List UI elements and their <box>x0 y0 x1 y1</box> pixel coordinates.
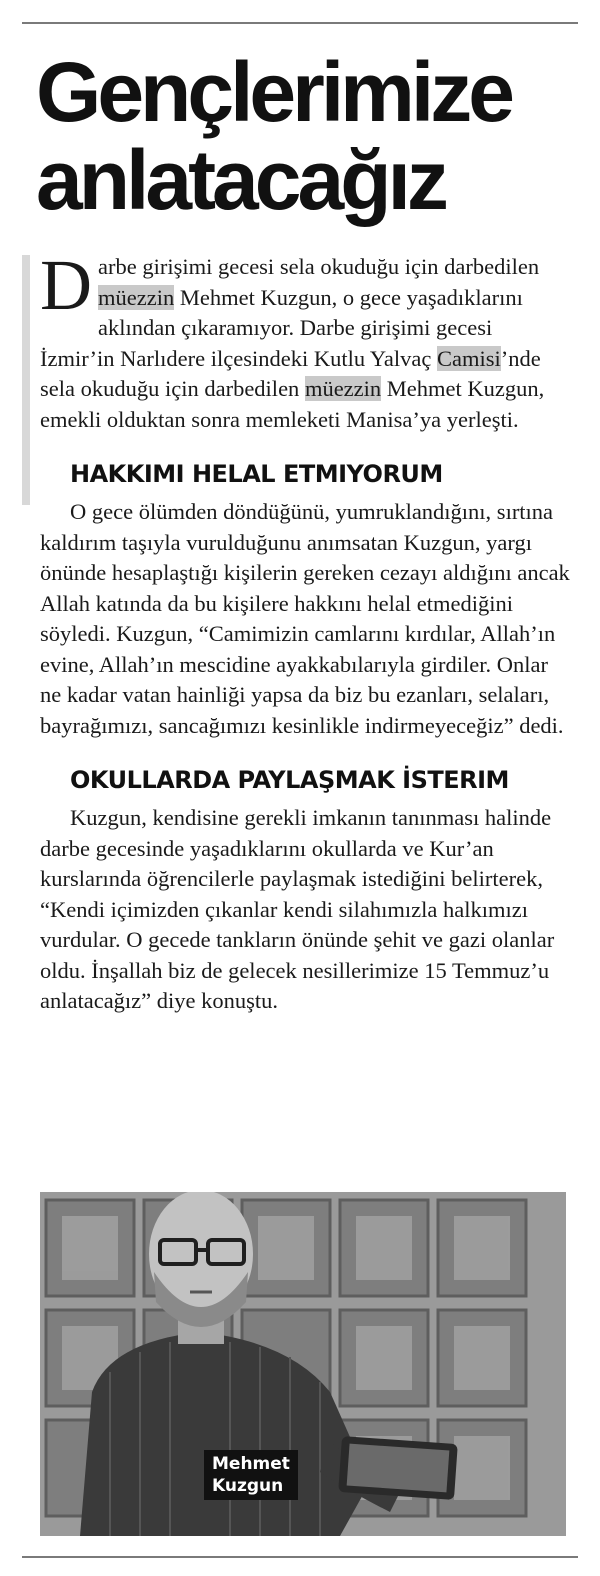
headline-line-2: anlatacağız <box>36 133 445 227</box>
top-rule <box>22 22 578 24</box>
lead-text-1: arbe girişimi gecesi sela okuduğu için darbedilen <box>98 254 540 279</box>
photo-illustration <box>40 1192 566 1536</box>
section-paragraph-1: O gece ölümden döndüğünü, yumruklandığını, sırtına kaldırım taşıyla vurulduğunu anımsatan Kuzgun, yargı önünde hesaplaştığı kişilerin gereken cezayı aldığını ancak Allah katında da bu kişilere hakkını helal etmediğini söyledi. Kuzgun, “Camimizin camlarını kırdılar, Allah’ın evine, Allah’ın mescidine ayakkabılarıyla girdiler. Onlar ne kadar vatan hainliği yapsa da biz bu ezanları, selaları, bayrağımızı, sancağımızı kesinlikle indirmeyeceğiz” dedi. <box>40 499 570 738</box>
caption-line-1: Mehmet <box>212 1454 290 1474</box>
margin-mark <box>22 255 30 505</box>
headline <box>36 45 576 227</box>
highlighted-term: müezzin <box>98 284 175 310</box>
lead-text-4: Mehmet Kuzgun, emekli olduktan sonra memleketi Manisa’ya yerleşti. <box>40 376 545 432</box>
highlighted-term: müezzin <box>304 376 382 401</box>
lead-text-3: ’nde sela okuduğu için darbedilen <box>40 345 541 401</box>
section-paragraph-2: Kuzgun, kendisine gerekli imkanın tanınması halinde darbe gecesinde yaşadıklarını okullarda ve Kur’an kurslarında öğrencilerle paylaşmak istediğini belirterek, “Kendi içimizden çıkanlar kendi silahımızla halkımızı vurdular. O gecede tankların önünde şehit ve gazi olanlar oldu. İnşallah biz de gelecek nesillerimize 15 Temmuz’u anlatacağız” diye konuştu. <box>40 805 555 1013</box>
article-body <box>40 245 572 1017</box>
photo-caption <box>204 1450 298 1500</box>
section-heading-1: HAKKIMI HELAL ETMIYORUM <box>70 460 443 488</box>
headline-line-1: Gençlerimize <box>36 45 511 139</box>
lead-paragraph <box>40 245 572 435</box>
lead-text-2: Mehmet Kuzgun, o gece yaşadıklarını aklından çıkaramıyor. Darbe girişimi gecesi İzmir’in Narlıdere ilçesindeki Kutlu Yalvaç <box>40 284 523 371</box>
article-photo <box>40 1192 566 1536</box>
caption-line-2: Kuzgun <box>212 1476 284 1496</box>
section-heading-2: OKULLARDA PAYLAŞMAK İSTERIM <box>70 766 509 794</box>
bottom-rule <box>22 1556 578 1558</box>
drop-cap: D <box>40 245 92 325</box>
highlighted-term: Camisi <box>436 345 501 371</box>
